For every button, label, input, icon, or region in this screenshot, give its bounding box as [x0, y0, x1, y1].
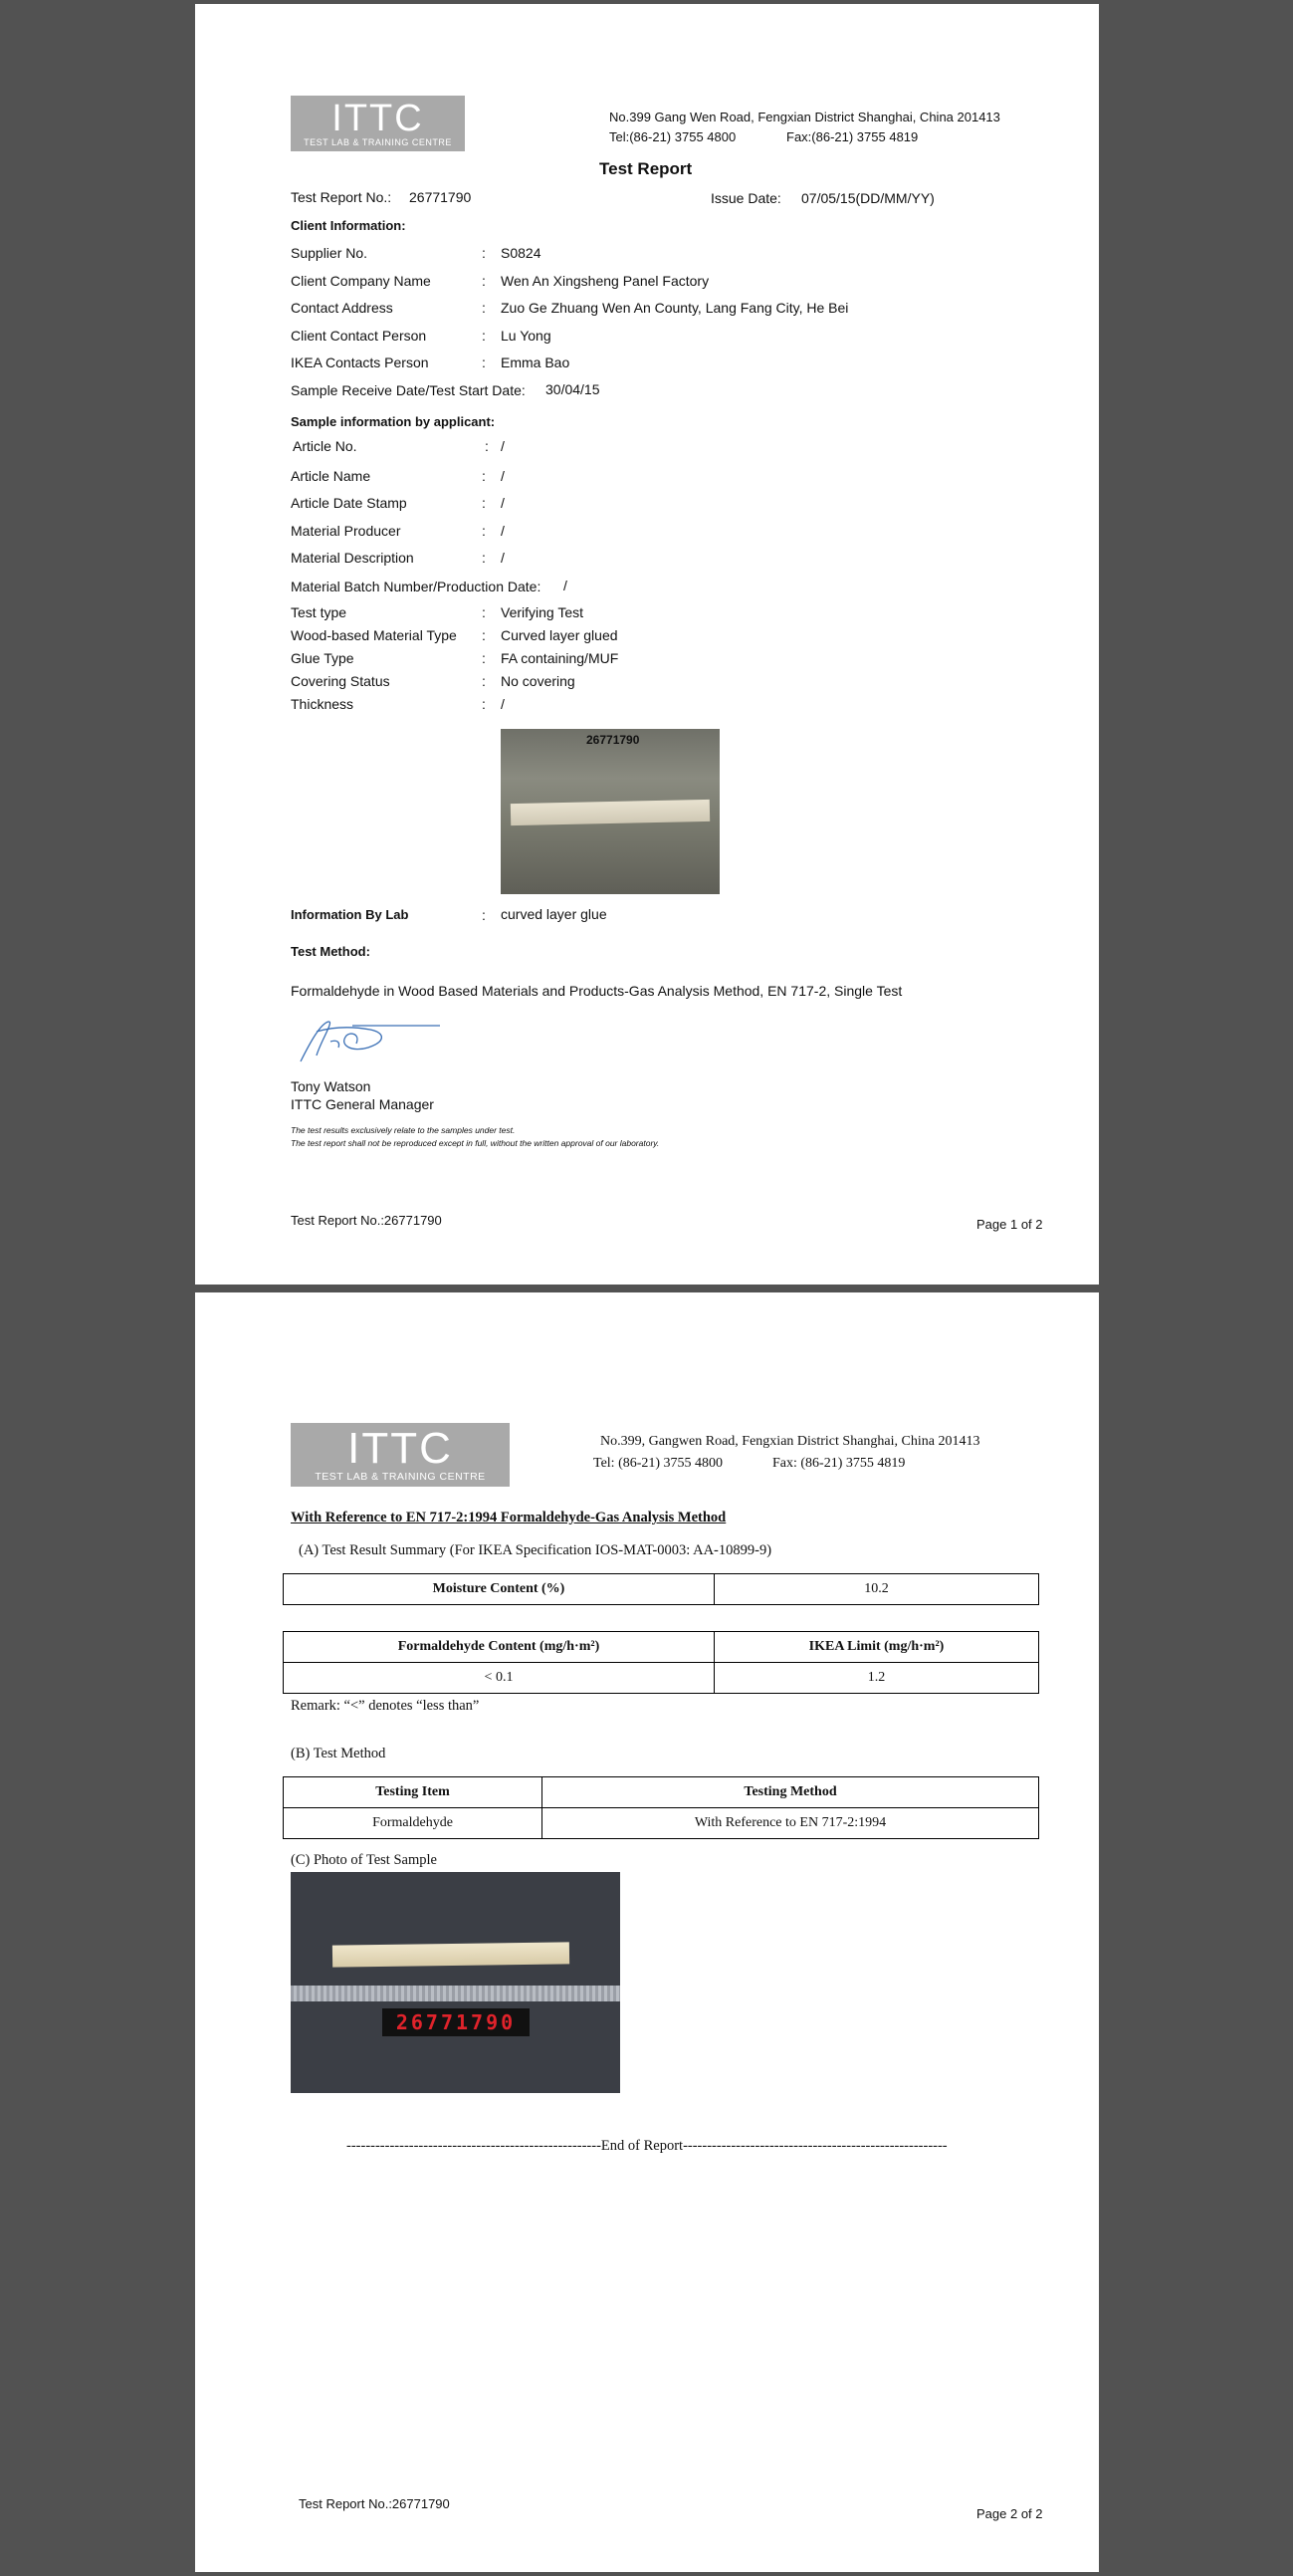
- info-by-lab-label: Information By Lab: [291, 907, 409, 922]
- report-no: 26771790: [409, 189, 472, 205]
- table-header-row: [284, 1777, 1039, 1808]
- field-colon: :: [482, 300, 486, 316]
- field-colon: :: [482, 245, 486, 261]
- field-label: Wood-based Material Type: [291, 627, 457, 643]
- table-row: [284, 1808, 1039, 1839]
- field-label: Contact Address: [291, 300, 393, 316]
- field-label: Article No.: [293, 438, 357, 454]
- test-sample-photo: [291, 1872, 620, 2093]
- photo-label: 26771790: [586, 733, 640, 747]
- field-label: Covering Status: [291, 673, 390, 689]
- field-value: Lu Yong: [501, 328, 551, 344]
- info-by-lab-colon: :: [482, 907, 486, 923]
- field-colon: :: [482, 696, 486, 712]
- field-colon: :: [482, 673, 486, 689]
- field-label: IKEA Contacts Person: [291, 354, 429, 370]
- field-colon: :: [482, 627, 486, 643]
- field-value: No covering: [501, 673, 575, 689]
- disclaimer-1: The test results exclusively relate to the samples under test.: [291, 1125, 516, 1135]
- batch-label: Material Batch Number/Production Date:: [291, 579, 541, 594]
- section-b-heading: (B) Test Method: [291, 1746, 386, 1761]
- field-colon: :: [482, 604, 486, 620]
- field-colon: :: [482, 354, 486, 370]
- footer-page-number: Page 1 of 2: [976, 1217, 1043, 1232]
- test-method-heading: Test Method:: [291, 944, 370, 959]
- formaldehyde-header: Formaldehyde Content (mg/h·m²): [284, 1632, 715, 1663]
- lab-address: No.399, Gangwen Road, Fengxian District Shanghai, China 201413: [600, 1434, 980, 1449]
- ikea-limit-value: 1.2: [715, 1663, 1039, 1694]
- lab-fax: Fax: (86-21) 3755 4819: [772, 1456, 906, 1471]
- testing-item-value: Formaldehyde: [284, 1808, 542, 1839]
- logo-text: ITTC: [347, 1424, 453, 1473]
- batch-value: /: [563, 578, 567, 593]
- report-page-2: [195, 1292, 1099, 2572]
- moisture-label: Moisture Content (%): [284, 1574, 715, 1605]
- field-label: Material Description: [291, 550, 414, 566]
- field-label: Material Producer: [291, 523, 401, 539]
- info-by-lab-value: curved layer glue: [501, 906, 607, 922]
- field-colon: :: [482, 523, 486, 539]
- footer-report-no: Test Report No.:26771790: [299, 2496, 450, 2511]
- field-colon: :: [482, 328, 486, 344]
- field-value: /: [501, 468, 505, 484]
- ittc-logo: [291, 96, 465, 151]
- signer-title: ITTC General Manager: [291, 1096, 434, 1112]
- section-c-heading: (C) Photo of Test Sample: [291, 1852, 437, 1868]
- footer-report-no: Test Report No.:26771790: [291, 1213, 442, 1228]
- report-page-1: [195, 4, 1099, 1285]
- field-label: Glue Type: [291, 650, 354, 666]
- field-value: Verifying Test: [501, 604, 584, 620]
- field-value: FA containing/MUF: [501, 650, 619, 666]
- lab-tel: Tel:(86-21) 3755 4800: [609, 129, 737, 144]
- footer-page-number: Page 2 of 2: [976, 2506, 1043, 2521]
- report-title: Test Report: [599, 159, 693, 178]
- sample-board-image: [332, 1942, 569, 1967]
- testing-method-value: With Reference to EN 717-2:1994: [542, 1808, 1039, 1839]
- end-of-report: -----------------------------------------------------End of Report-------------------------------------------------------: [346, 2138, 948, 2154]
- signature-image: [291, 1012, 450, 1069]
- method-table: [283, 1776, 1039, 1839]
- field-value: /: [501, 495, 505, 511]
- sample-photo: [501, 729, 720, 894]
- field-label: Article Date Stamp: [291, 495, 407, 511]
- field-value: Curved layer glued: [501, 627, 618, 643]
- disclaimer-2: The test report shall not be reproduced except in full, without the written approval of our laboratory.: [291, 1138, 660, 1148]
- field-label: Article Name: [291, 468, 371, 484]
- moisture-value: 10.2: [715, 1574, 1039, 1605]
- field-value: /: [501, 438, 505, 454]
- formaldehyde-value: < 0.1: [284, 1663, 715, 1694]
- section-a-heading: (A) Test Result Summary (For IKEA Specification IOS-MAT-0003: AA-10899-9): [299, 1542, 772, 1558]
- lab-fax: Fax:(86-21) 3755 4819: [786, 129, 919, 144]
- field-colon: :: [485, 438, 489, 454]
- field-label: Client Contact Person: [291, 328, 427, 344]
- field-label: Supplier No.: [291, 245, 368, 261]
- issue-date: 07/05/15(DD/MM/YY): [801, 190, 935, 206]
- field-value: /: [501, 550, 505, 566]
- sample-info-heading: Sample information by applicant:: [291, 414, 496, 429]
- table-row: [284, 1663, 1039, 1694]
- report-no-label: Test Report No.:: [291, 189, 392, 205]
- field-label: Client Company Name: [291, 273, 431, 289]
- table-header-row: [284, 1632, 1039, 1663]
- ruler-image: [291, 1986, 620, 2001]
- formaldehyde-table: [283, 1631, 1039, 1694]
- ittc-logo: [291, 1423, 510, 1487]
- issue-date-label: Issue Date:: [711, 190, 781, 206]
- method-reference-heading: With Reference to EN 717-2:1994 Formaldehyde-Gas Analysis Method: [291, 1510, 727, 1525]
- testing-item-header: Testing Item: [284, 1777, 542, 1808]
- field-label: Test type: [291, 604, 347, 620]
- sample-board-image: [511, 800, 710, 825]
- logo-subtext: TEST LAB & TRAINING CENTRE: [315, 1471, 486, 1483]
- field-colon: :: [482, 468, 486, 484]
- table-row: [284, 1574, 1039, 1605]
- field-colon: :: [482, 495, 486, 511]
- field-value: Emma Bao: [501, 354, 570, 370]
- field-label: Thickness: [291, 696, 354, 712]
- field-colon: :: [482, 550, 486, 566]
- field-colon: :: [482, 650, 486, 666]
- moisture-table: [283, 1573, 1039, 1605]
- signer-name: Tony Watson: [291, 1078, 371, 1094]
- field-colon: :: [482, 273, 486, 289]
- logo-subtext: TEST LAB & TRAINING CENTRE: [304, 137, 452, 147]
- testing-method-header: Testing Method: [542, 1777, 1039, 1808]
- client-info-heading: Client Information:: [291, 218, 406, 233]
- sample-id-tag: 26771790: [382, 2008, 530, 2036]
- receive-date-label: Sample Receive Date/Test Start Date:: [291, 382, 526, 398]
- field-value: S0824: [501, 245, 541, 261]
- field-value: /: [501, 523, 505, 539]
- field-value: Wen An Xingsheng Panel Factory: [501, 273, 710, 289]
- receive-date: 30/04/15: [545, 381, 600, 397]
- lab-tel: Tel: (86-21) 3755 4800: [593, 1456, 724, 1471]
- lab-address: No.399 Gang Wen Road, Fengxian District Shanghai, China 201413: [609, 110, 1000, 124]
- logo-text: ITTC: [331, 98, 424, 139]
- test-method-text: Formaldehyde in Wood Based Materials and Products-Gas Analysis Method, EN 717-2, Single Test: [291, 983, 903, 999]
- field-value: /: [501, 696, 505, 712]
- ikea-limit-header: IKEA Limit (mg/h·m²): [715, 1632, 1039, 1663]
- remark: Remark: “<” denotes “less than”: [291, 1698, 480, 1714]
- field-value: Zuo Ge Zhuang Wen An County, Lang Fang City, He Bei: [501, 300, 849, 316]
